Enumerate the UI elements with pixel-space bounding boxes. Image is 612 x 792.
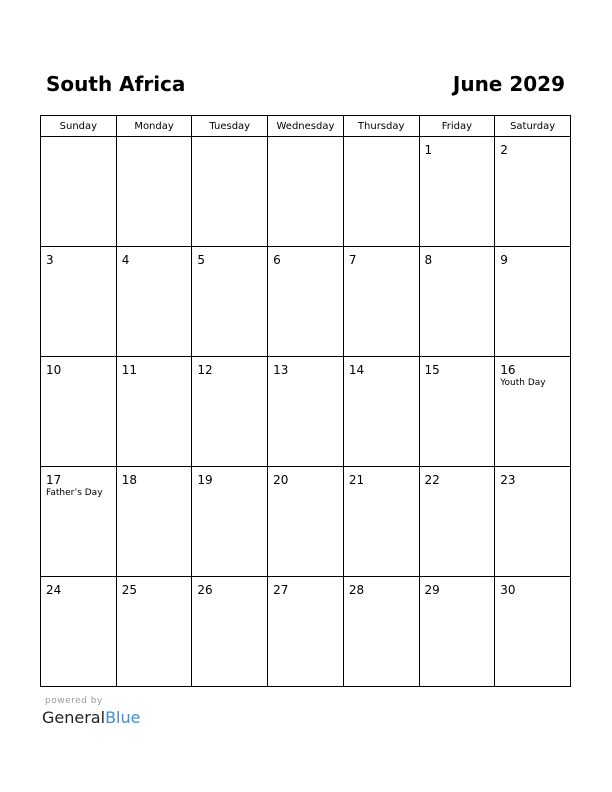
day-number: 23 — [500, 473, 516, 487]
day-number: 28 — [348, 583, 365, 597]
day-number: 15 — [424, 363, 440, 377]
day-number: 8 — [424, 253, 433, 267]
day-number: 25 — [121, 583, 137, 597]
day-cell — [495, 137, 571, 247]
day-number: 26 — [197, 583, 213, 597]
day-number: 3 — [46, 253, 54, 267]
weekday-sunday: Sunday — [41, 116, 117, 137]
day-cell — [419, 137, 495, 247]
week-row — [41, 247, 571, 357]
brand-blue: Blue — [105, 708, 141, 727]
day-cell — [495, 247, 571, 357]
week-row — [41, 137, 571, 247]
day-cell — [116, 247, 192, 357]
day-cell — [268, 247, 344, 357]
day-cell — [41, 577, 117, 687]
footer — [42, 696, 140, 729]
day-number: 16 — [500, 363, 516, 377]
day-cell — [41, 357, 117, 467]
day-cell — [343, 577, 419, 687]
week-row — [41, 467, 571, 577]
day-cell — [343, 467, 419, 577]
day-cell — [495, 357, 571, 467]
day-cell — [192, 467, 268, 577]
day-cell — [495, 467, 571, 577]
day-number: 13 — [273, 363, 289, 377]
day-number: 27 — [273, 583, 289, 597]
day-cell — [192, 137, 268, 247]
day-number: 11 — [121, 363, 137, 377]
day-cell — [116, 577, 192, 687]
day-cell — [419, 357, 495, 467]
holiday-label: Youth Day — [500, 378, 546, 388]
day-cell — [495, 577, 571, 687]
day-number: 20 — [273, 473, 289, 487]
week-row — [41, 357, 571, 467]
day-number: 29 — [424, 583, 440, 597]
day-number: 19 — [197, 473, 213, 487]
day-cell — [41, 247, 117, 357]
day-number: 22 — [424, 473, 440, 487]
day-cell — [268, 577, 344, 687]
weekday-thursday: Thursday — [343, 116, 419, 137]
day-number: 7 — [348, 253, 357, 267]
day-cell — [116, 137, 192, 247]
calendar-grid — [40, 115, 571, 687]
day-number: 4 — [121, 253, 130, 267]
day-number: 5 — [197, 253, 206, 267]
weekday-wednesday: Wednesday — [268, 116, 344, 137]
month-title: June 2029 — [452, 72, 565, 96]
day-number: 14 — [348, 363, 365, 377]
day-number: 12 — [197, 363, 213, 377]
day-cell — [419, 247, 495, 357]
day-number: 30 — [500, 583, 516, 597]
weekday-tuesday: Tuesday — [192, 116, 268, 137]
day-cell — [419, 467, 495, 577]
weekday-monday: Monday — [116, 116, 192, 137]
day-cell — [343, 137, 419, 247]
day-number: 21 — [348, 473, 365, 487]
day-cell — [192, 247, 268, 357]
day-cell — [268, 137, 344, 247]
generalblue-logo[interactable] — [42, 707, 140, 729]
day-cell — [343, 357, 419, 467]
week-row — [41, 577, 571, 687]
holiday-label: Father’s Day — [46, 488, 103, 498]
powered-by-text: powered by — [45, 696, 103, 706]
day-cell — [268, 357, 344, 467]
day-cell — [41, 467, 117, 577]
day-number: 18 — [121, 473, 137, 487]
day-cell — [116, 357, 192, 467]
weekday-saturday: Saturday — [495, 116, 571, 137]
day-cell — [343, 247, 419, 357]
weekday-header-row — [41, 116, 571, 137]
day-number: 9 — [500, 253, 508, 267]
day-cell — [192, 577, 268, 687]
day-cell — [419, 577, 495, 687]
day-number: 6 — [273, 253, 281, 267]
weekday-friday: Friday — [419, 116, 495, 137]
day-number: 1 — [424, 143, 433, 157]
day-number: 24 — [46, 583, 62, 597]
day-cell — [116, 467, 192, 577]
country-title: South Africa — [46, 72, 186, 96]
day-cell — [192, 357, 268, 467]
day-number: 10 — [46, 363, 62, 377]
brand-general: General — [42, 708, 106, 727]
day-cell — [41, 137, 117, 247]
day-number: 17 — [46, 473, 62, 487]
day-number: 2 — [500, 143, 508, 157]
day-cell — [268, 467, 344, 577]
